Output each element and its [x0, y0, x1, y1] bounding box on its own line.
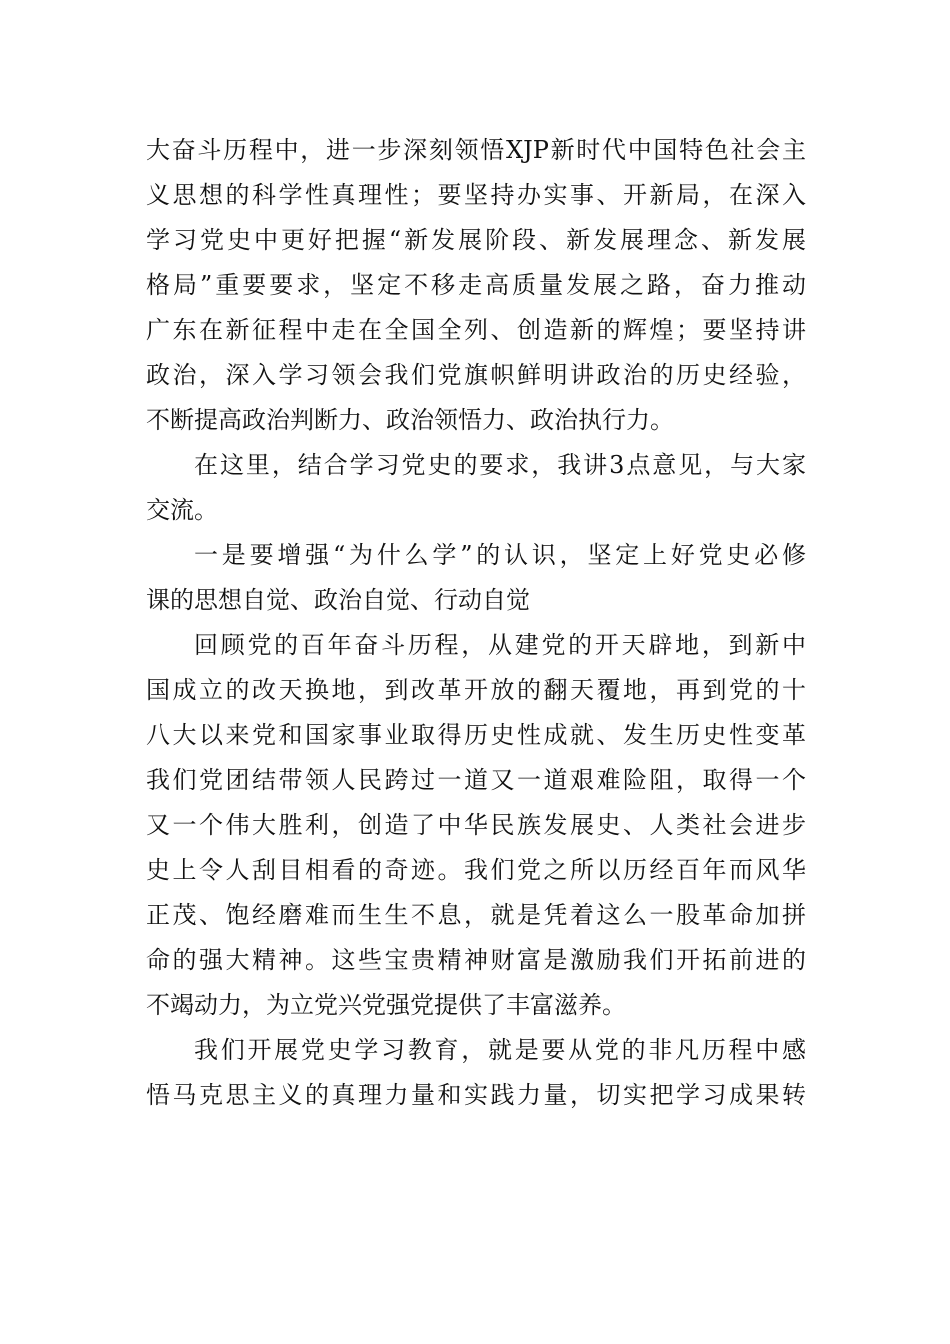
text-line: 八大以来党和国家事业取得历史性成就、发生历史性变革	[146, 721, 806, 749]
text-line: 一是要增强“为什么学”的认识，坚定上好党史必修	[194, 541, 806, 569]
text-line: 我们党团结带领人民跨过一道又一道艰难险阻，取得一个	[146, 766, 806, 794]
text-line: 正茂、饱经磨难而生生不息，就是凭着这么一股革命加拼	[146, 901, 806, 929]
text-line: 广东在新征程中走在全国全列、创造新的辉煌；要坚持讲	[146, 316, 806, 344]
text-line: 在这里，结合学习党史的要求，我讲3点意见，与大家	[194, 451, 806, 479]
text-line: 课的思想自觉、政治自觉、行动自觉	[146, 586, 530, 614]
text-line: 不竭动力，为立党兴党强党提供了丰富滋养。	[146, 991, 626, 1019]
text-line: 我们开展党史学习教育，就是要从党的非凡历程中感	[194, 1036, 806, 1064]
text-line: 又一个伟大胜利，创造了中华民族发展史、人类社会进步	[146, 811, 806, 839]
text-line: 交流。	[146, 496, 218, 524]
text-line: 悟马克思主义的真理力量和实践力量，切实把学习成果转	[146, 1081, 806, 1109]
text-line: 回顾党的百年奋斗历程，从建党的开天辟地，到新中	[194, 631, 806, 659]
text-line: 大奋斗历程中，进一步深刻领悟XJP新时代中国特色社会主	[146, 136, 806, 164]
text-line: 不断提高政治判断力、政治领悟力、政治执行力。	[146, 406, 674, 434]
text-line: 国成立的改天换地，到改革开放的翻天覆地，再到党的十	[146, 676, 806, 704]
text-line: 义思想的科学性真理性；要坚持办实事、开新局，在深入	[146, 181, 806, 209]
text-line: 学习党史中更好把握“新发展阶段、新发展理念、新发展	[146, 226, 806, 254]
document-body	[146, 128, 806, 1118]
text-line: 格局”重要要求，坚定不移走高质量发展之路，奋力推动	[146, 271, 806, 299]
text-line: 政治，深入学习领会我们党旗帜鲜明讲政治的历史经验，	[146, 361, 806, 389]
text-line: 命的强大精神。这些宝贵精神财富是激励我们开拓前进的	[146, 946, 806, 974]
text-line: 史上令人刮目相看的奇迹。我们党之所以历经百年而风华	[146, 856, 806, 884]
